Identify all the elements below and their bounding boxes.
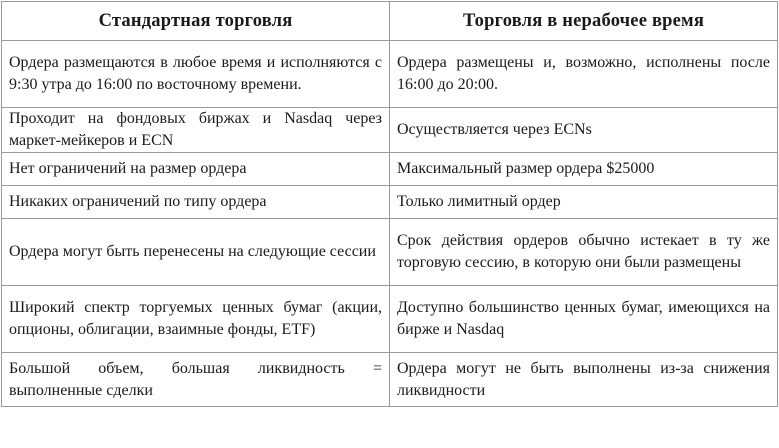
cell-after-hours: Доступно большинство ценных бумаг, имеющихся на бирже и Nasdaq — [390, 286, 778, 353]
cell-standard: Проходит на фондовых биржах и Nasdaq через маркет-мейкеров и ECN — [2, 108, 390, 153]
table-row — [2, 41, 778, 108]
cell-after-hours: Максимальный размер ордера $25000 — [390, 153, 778, 186]
cell-standard: Большой объем, большая ликвидность = выполненные сделки — [2, 353, 390, 407]
table-row — [2, 186, 778, 219]
cell-after-hours: Ордера размещены и, возможно, исполнены после 16:00 до 20:00. — [390, 41, 778, 108]
cell-after-hours: Только лимитный ордер — [390, 186, 778, 219]
cell-standard: Нет ограничений на размер ордера — [2, 153, 390, 186]
cell-standard: Ордера могут быть перенесены на следующие сессии — [2, 219, 390, 286]
cell-standard: Ордера размещаются в любое время и исполняются с 9:30 утра до 16:00 по восточному времени. — [2, 41, 390, 108]
table-row — [2, 219, 778, 286]
header-row — [2, 2, 778, 41]
cell-standard: Никаких ограничений по типу ордера — [2, 186, 390, 219]
table-row — [2, 353, 778, 407]
cell-standard: Широкий спектр торгуемых ценных бумаг (акции, опционы, облигации, взаимные фонды, ETF) — [2, 286, 390, 353]
header-after-hours-trading: Торговля в нерабочее время — [390, 2, 778, 41]
comparison-table — [1, 1, 778, 407]
header-standard-trading: Стандартная торговля — [2, 2, 390, 41]
cell-after-hours: Ордера могут не быть выполнены из-за снижения ликвидности — [390, 353, 778, 407]
cell-after-hours: Срок действия ордеров обычно истекает в ту же торговую сессию, в которую они были размещены — [390, 219, 778, 286]
table-row — [2, 108, 778, 153]
table-row — [2, 286, 778, 353]
cell-after-hours: Осуществляется через ECNs — [390, 108, 778, 153]
table-row — [2, 153, 778, 186]
